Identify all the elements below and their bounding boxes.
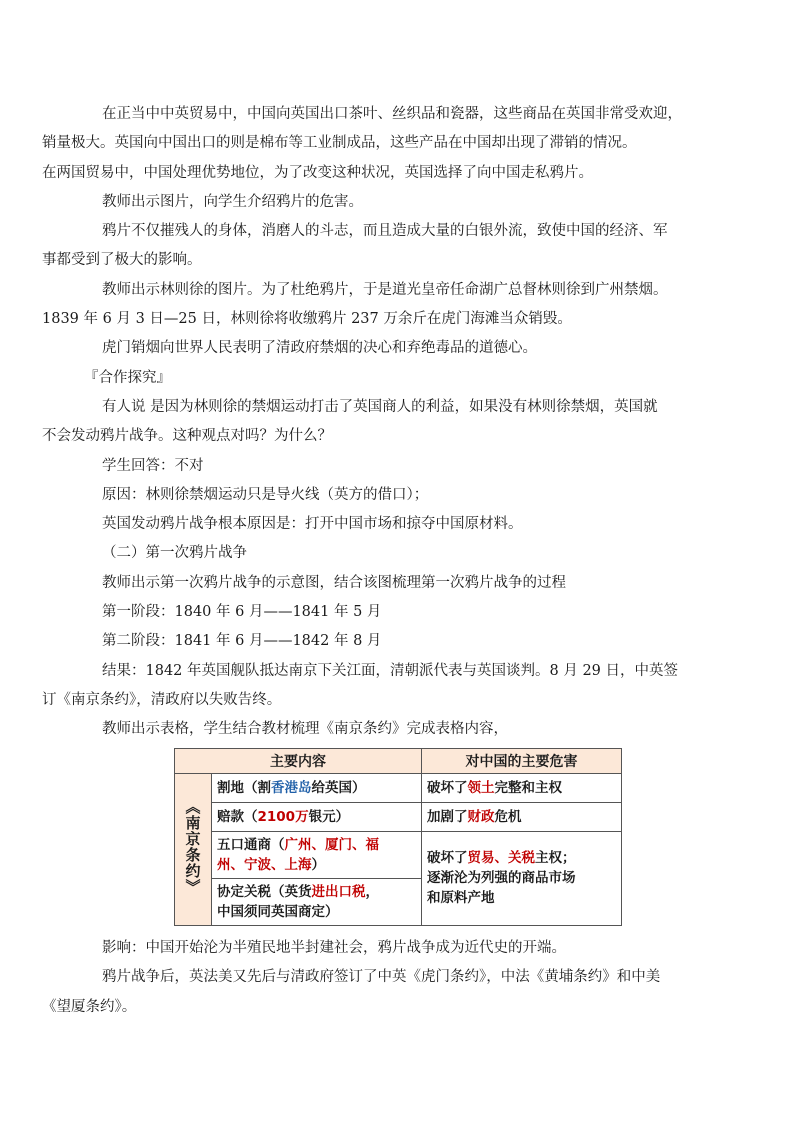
paragraph-root-cause: 英国发动鸦片战争根本原因是：打开中国市场和掠夺中国原材料。 bbox=[102, 516, 523, 533]
text-line: 事都受到了极大的影响。 bbox=[42, 252, 202, 269]
table-header-row bbox=[175, 748, 622, 773]
text-line: 在两国贸易中，中国处理优势地位，为了改变这种状况，英国选择了向中国走私鸦片。 bbox=[42, 164, 593, 181]
harm-trade bbox=[422, 831, 622, 926]
content-indemnity bbox=[212, 802, 422, 831]
header-main-content: 主要内容 bbox=[175, 748, 422, 773]
text-run: 主权； bbox=[535, 850, 576, 867]
text-line: 教师出示林则徐的图片。为了杜绝鸦片，于是道光皇帝任命湖广总督林则徐到广州禁烟。 bbox=[102, 281, 668, 298]
text-line: 《望厦条约》。 bbox=[42, 998, 137, 1015]
paragraph-stage-two: 第二阶段：1841 年 6 月——1842 年 8 月 bbox=[102, 633, 382, 650]
paragraph-humen: 虎门销烟向世界人民表明了清政府禁烟的决心和弃绝毒品的道德心。 bbox=[102, 340, 537, 357]
paragraph-reason: 原因：林则徐禁烟运动只是导火线（英方的借口）； bbox=[102, 486, 429, 503]
table-row bbox=[175, 802, 622, 831]
text-run: 银元） bbox=[308, 808, 350, 825]
text-run: ） bbox=[311, 856, 325, 873]
paragraph-trade bbox=[42, 100, 732, 188]
text-run: 五口通商（ bbox=[217, 836, 285, 853]
document-page bbox=[42, 100, 732, 1022]
highlight-amount: 2100万 bbox=[257, 808, 309, 825]
paragraph-opium-intro: 教师出示图片，向学生介绍鸦片的危害。 bbox=[102, 193, 363, 210]
text-line: 订《南京条约》，清政府以失败告终。 bbox=[42, 691, 282, 708]
text-run: 中国须同英国商定） bbox=[217, 903, 339, 920]
text-line: 有人说 是因为林则徐的禁烟运动打击了英国商人的利益，如果没有林则徐禁烟，英国就 bbox=[102, 398, 658, 415]
text-run: 和原料产地 bbox=[427, 890, 495, 907]
highlight-hong-kong: 香港岛 bbox=[271, 779, 312, 796]
section-first-opium-war: （二）第一次鸦片战争 bbox=[102, 545, 247, 562]
text-line: 鸦片不仅摧残人的身体，消磨人的斗志，而且造成大量的白银外流，致使中国的经济、军 bbox=[102, 223, 668, 240]
paragraph-lin-zexu bbox=[42, 276, 732, 335]
text-line: 在正当中中英贸易中，中国向英国出口茶叶、丝织品和瓷器，这些商品在英国非常受欢迎， bbox=[102, 106, 682, 122]
table-row bbox=[175, 773, 622, 802]
text-run: ， bbox=[365, 883, 379, 900]
highlight-territory: 领土 bbox=[467, 779, 495, 796]
text-run: 割地（割 bbox=[217, 779, 271, 796]
text-run: 破坏了 bbox=[427, 850, 468, 867]
text-line: 1839 年 6 月 3 日—25 日，林则徐将收缴鸦片 237 万余斤在虎门海滩当众销毁。 bbox=[42, 311, 572, 328]
paragraph-student-answer: 学生回答：不对 bbox=[102, 457, 204, 474]
text-run: 破坏了 bbox=[427, 779, 468, 796]
treaty-table-wrapper bbox=[174, 748, 732, 927]
text-line: 鸦片战争后，英法美又先后与清政府签订了中英《虎门条约》，中法《黄埔条约》和中美 bbox=[102, 969, 661, 986]
content-tariff bbox=[212, 878, 422, 925]
header-harm: 对中国的主要危害 bbox=[422, 748, 622, 773]
section-cooperative-inquiry: 『合作探究』 bbox=[84, 369, 171, 386]
text-line: 结果：1842 年英国舰队抵达南京下关江面，清朝派代表与英国谈判。8 月 29 日，中英签 bbox=[102, 662, 679, 679]
text-line: 不会发动鸦片战争。这种观点对吗？为什么？ bbox=[42, 428, 332, 445]
text-run: 完整和主权 bbox=[494, 779, 562, 796]
paragraph-opium-harm bbox=[42, 217, 732, 276]
paragraph-stage-one: 第一阶段：1840 年 6 月——1841 年 5 月 bbox=[102, 604, 382, 621]
treaty-of-nanjing-table bbox=[174, 748, 622, 927]
highlight-finance: 财政 bbox=[467, 808, 495, 825]
treaty-label-cell bbox=[175, 773, 212, 926]
paragraph-result bbox=[42, 657, 732, 716]
text-run: 协定关税（英货 bbox=[217, 883, 312, 900]
paragraph-later-treaties bbox=[42, 963, 732, 1022]
text-run: 逐渐沦为列强的商品市场 bbox=[427, 870, 576, 887]
paragraph-table-intro: 教师出示表格，学生结合教材梳理《南京条约》完成表格内容， bbox=[102, 721, 508, 738]
content-cession bbox=[212, 773, 422, 802]
text-line: 销量极大。英国向中国出口的则是棉布等工业制成品，这些产品在中国却出现了滞销的情况。 bbox=[42, 135, 637, 152]
paragraph-question bbox=[42, 393, 732, 452]
harm-finance bbox=[422, 802, 622, 831]
harm-territory bbox=[422, 773, 622, 802]
highlight-trade: 贸易、关税 bbox=[467, 850, 535, 867]
highlight-tariff: 进出口税 bbox=[311, 883, 366, 900]
table-row bbox=[175, 831, 622, 878]
text-run: 赔款（ bbox=[217, 808, 258, 825]
highlight-ports: 广州、厦门、福 bbox=[284, 836, 379, 853]
text-run: 加剧了 bbox=[427, 808, 468, 825]
paragraph-impact: 影响：中国开始沦为半殖民地半封建社会，鸦片战争成为近代史的开端。 bbox=[102, 940, 566, 957]
paragraph-map-intro: 教师出示第一次鸦片战争的示意图，结合该图梳理第一次鸦片战争的过程 bbox=[102, 574, 566, 591]
text-run: 给英国） bbox=[311, 779, 366, 796]
highlight-ports: 州、宁波、上海 bbox=[217, 856, 312, 873]
text-run: 危机 bbox=[494, 808, 522, 825]
content-five-ports bbox=[212, 831, 422, 878]
treaty-label: 《南京条约》 bbox=[183, 799, 202, 896]
spacer-cell bbox=[212, 925, 422, 926]
